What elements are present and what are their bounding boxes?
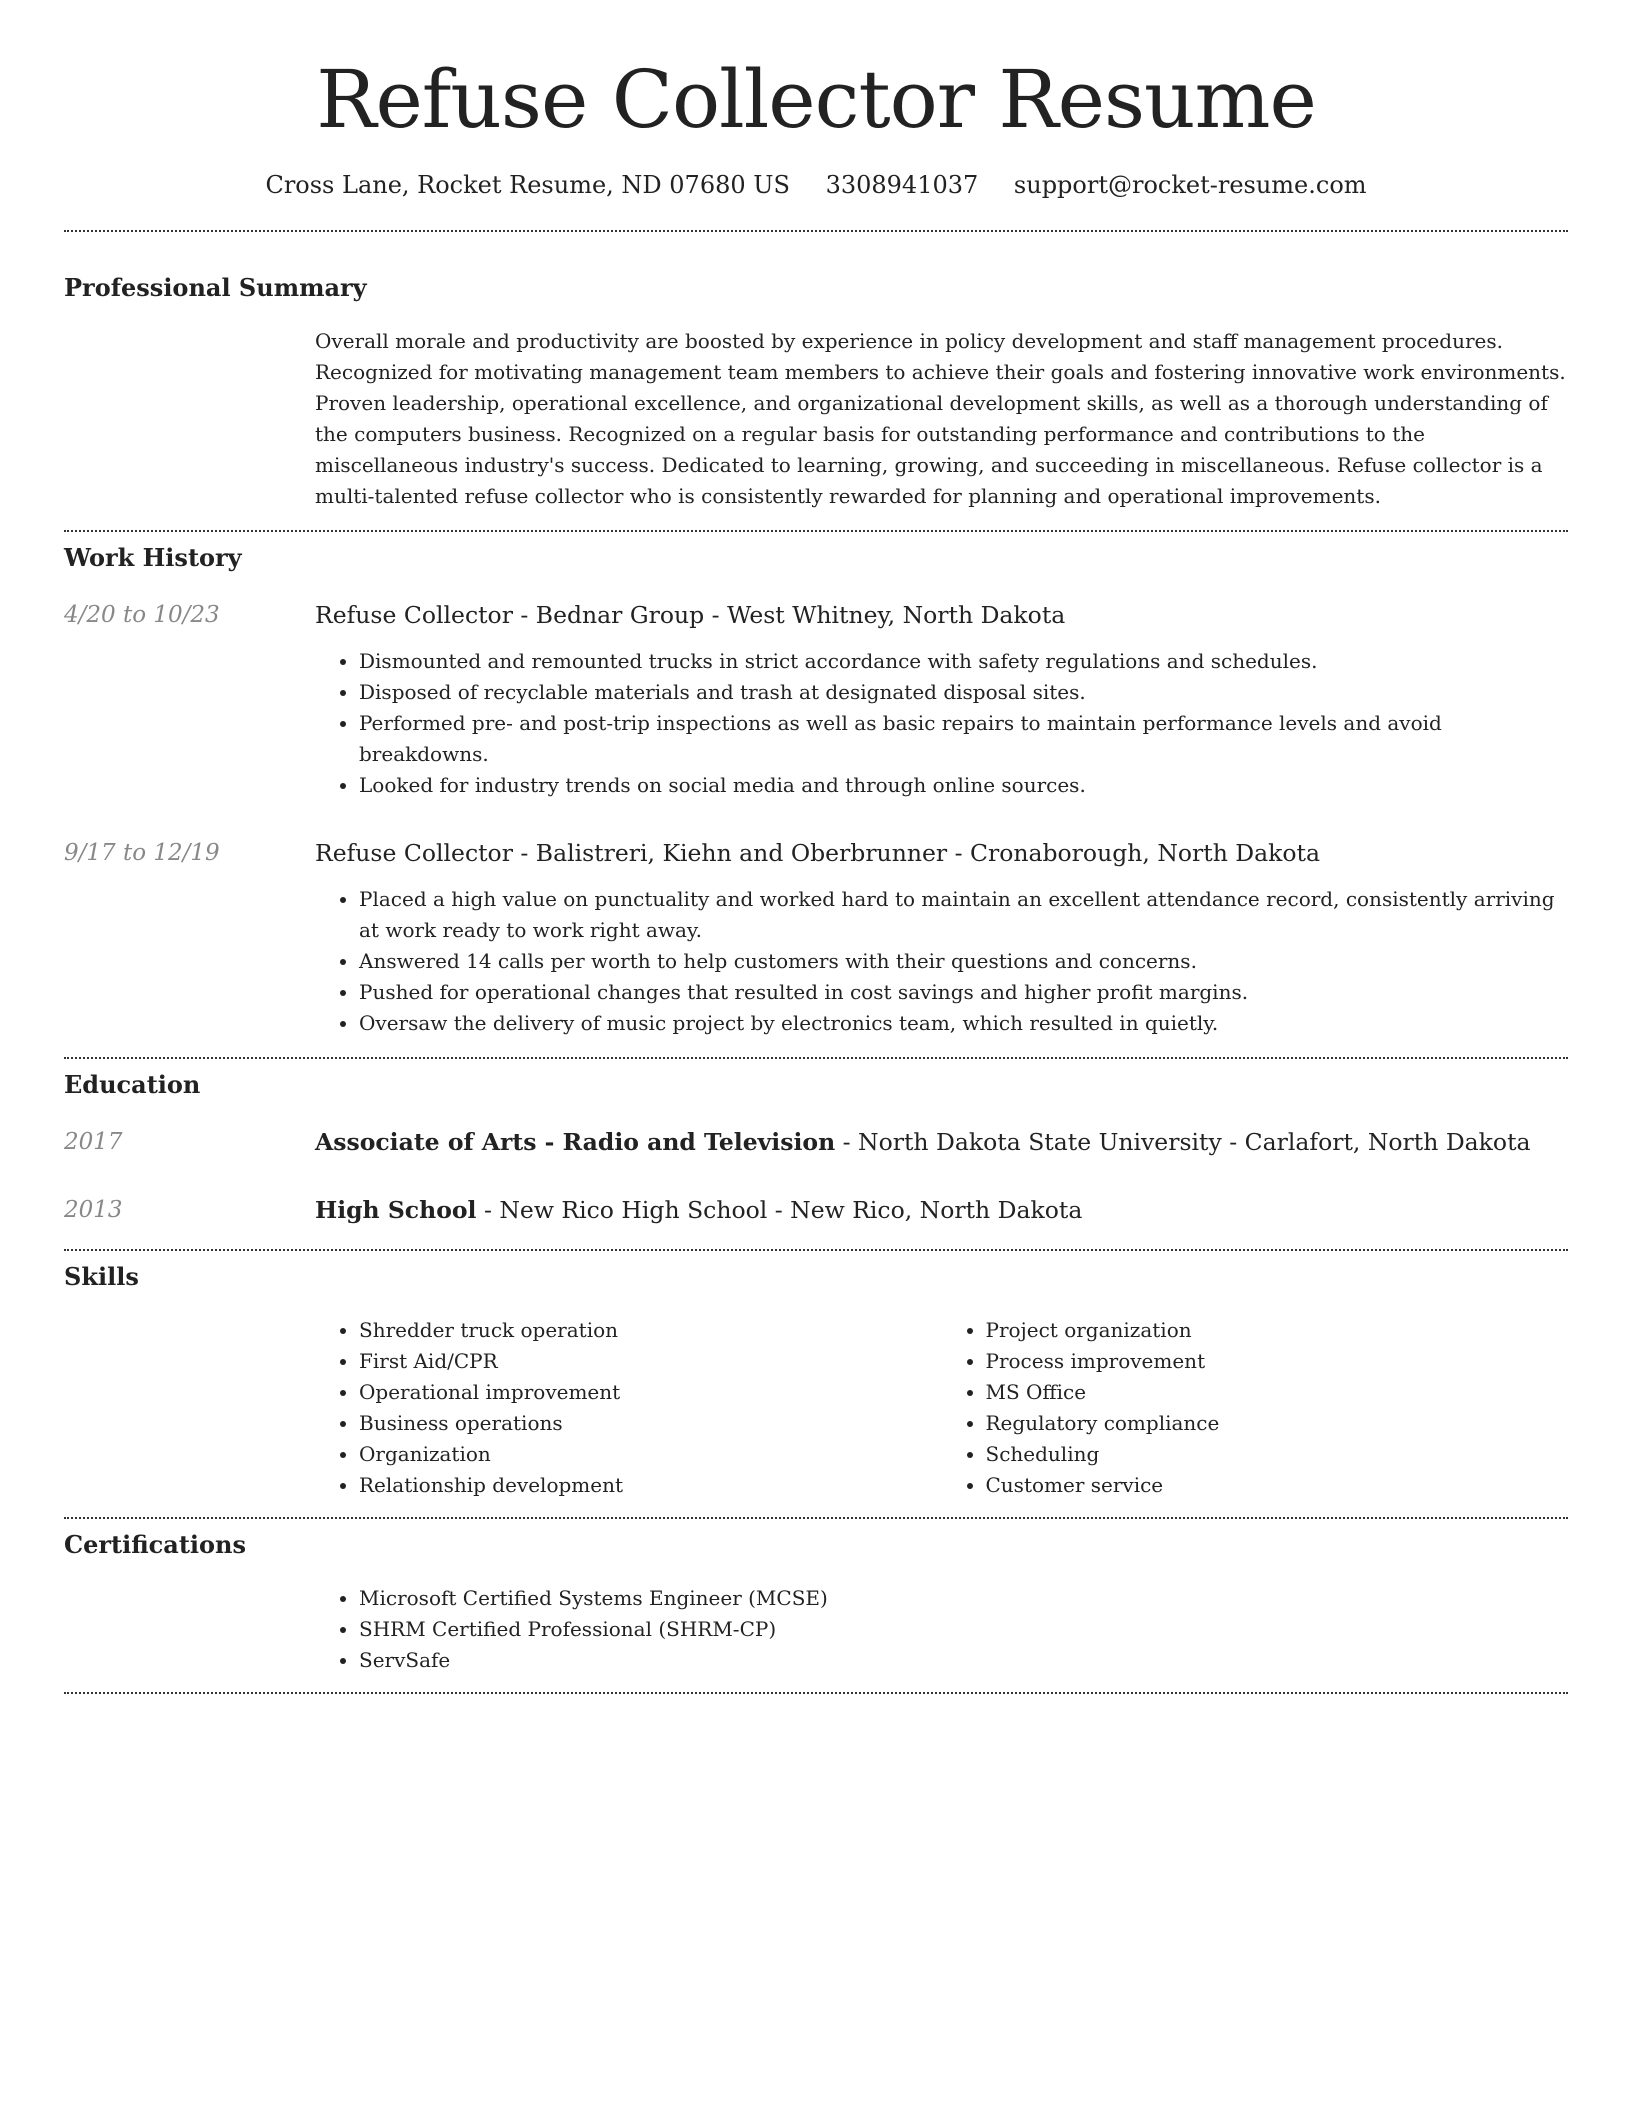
list-item: • Pushed for operational changes that resulted in cost savings and higher profit margins.	[359, 977, 1568, 1008]
job-bullets	[315, 646, 1568, 801]
list-item: • Answered 14 calls per worth to help customers with their questions and concerns.	[359, 946, 1568, 977]
section-skills	[64, 1251, 1568, 1501]
list-item: • Process improvement	[986, 1346, 1569, 1377]
certifications-list	[315, 1583, 1568, 1676]
education-entry	[64, 1125, 1568, 1159]
education-title	[315, 1125, 1568, 1159]
list-item: • Performed pre- and post-trip inspections as well as basic repairs to maintain performance levels and avoid breakdowns.	[359, 708, 1568, 770]
list-item: • Project organization	[986, 1315, 1569, 1346]
page-title: Refuse Collector Resume	[316, 53, 1316, 146]
section-education	[64, 1059, 1568, 1227]
list-item: • Regulatory compliance	[986, 1408, 1569, 1439]
list-item: • Business operations	[359, 1408, 942, 1439]
job-bullets	[315, 884, 1568, 1039]
summary-text: Overall morale and productivity are boosted by experience in policy development and staff management procedures. Recognized for motivating management team members to achieve their goals and fostering innovative work environments. Proven leadership, operational excellence, and organizational development skills, as well as a thorough understanding of the computers business. Recognized on a regular basis for outstanding performance and contributions to the miscellaneous industry's success. Dedicated to learning, growing, and succeeding in miscellaneous. Refuse collector is a multi-talented refuse collector who is consistently rewarded for planning and operational improvements.	[315, 329, 1566, 508]
divider	[64, 1692, 1568, 1694]
contact-line	[64, 168, 1568, 202]
contact-email: support@rocket-resume.com	[1013, 171, 1367, 199]
list-item: • Scheduling	[986, 1439, 1569, 1470]
list-item: • Looked for industry trends on social media and through online sources.	[359, 770, 1568, 801]
list-item: • Shredder truck operation	[359, 1315, 942, 1346]
job-entry	[64, 598, 1568, 801]
section-title-skills: Skills	[64, 1262, 139, 1291]
list-item: • Microsoft Certified Systems Engineer (MCSE)	[359, 1583, 1568, 1614]
education-year: 2017	[64, 1129, 123, 1155]
list-item: • Oversaw the delivery of music project by electronics team, which resulted in quietly.	[359, 1008, 1568, 1039]
resume-header	[64, 0, 1568, 202]
education-entry	[64, 1193, 1568, 1227]
certifications-list-wrap	[315, 1583, 1568, 1676]
list-item: • SHRM Certified Professional (SHRM-CP)	[359, 1614, 1568, 1645]
skills-column-2	[942, 1315, 1569, 1501]
section-summary	[64, 232, 1568, 512]
job-title: Refuse Collector - Bednar Group - West Whitney, North Dakota	[315, 601, 1066, 629]
list-item: • ServSafe	[359, 1645, 1568, 1676]
section-certifications	[64, 1519, 1568, 1676]
list-item: • MS Office	[986, 1377, 1569, 1408]
list-item: • Relationship development	[359, 1470, 942, 1501]
education-degree: Associate of Arts - Radio and Television	[315, 1128, 836, 1156]
job-dates: 4/20 to 10/23	[64, 602, 220, 628]
education-year: 2013	[64, 1197, 123, 1223]
job-dates: 9/17 to 12/19	[64, 840, 220, 866]
list-item: • Operational improvement	[359, 1377, 942, 1408]
education-degree: High School	[315, 1196, 477, 1224]
section-title-education: Education	[64, 1070, 201, 1099]
contact-address: Cross Lane, Rocket Resume, ND 07680 US	[265, 171, 790, 199]
job-entry	[64, 836, 1568, 1039]
list-item: • Customer service	[986, 1470, 1569, 1501]
list-item: • Dismounted and remounted trucks in strict accordance with safety regulations and schedules.	[359, 646, 1568, 677]
contact-phone: 3308941037	[825, 171, 979, 199]
skills-grid	[315, 1315, 1568, 1501]
education-title	[315, 1193, 1568, 1227]
skills-column-1	[315, 1315, 942, 1501]
list-item: • Disposed of recyclable materials and trash at designated disposal sites.	[359, 677, 1568, 708]
section-work-history	[64, 532, 1568, 1039]
job-title: Refuse Collector - Balistreri, Kiehn and Oberbrunner - Cronaborough, North Dakota	[315, 839, 1321, 867]
education-details: - North Dakota State University - Carlafort, North Dakota	[835, 1128, 1531, 1156]
section-title-summary: Professional Summary	[64, 273, 367, 302]
section-title-certifications: Certifications	[64, 1530, 247, 1559]
section-title-work: Work History	[64, 543, 242, 572]
list-item: • Organization	[359, 1439, 942, 1470]
list-item: • First Aid/CPR	[359, 1346, 942, 1377]
list-item: • Placed a high value on punctuality and worked hard to maintain an excellent attendance record, consistently arriving at work ready to work right away.	[359, 884, 1568, 946]
education-details: - New Rico High School - New Rico, North Dakota	[476, 1196, 1083, 1224]
resume-page	[64, 0, 1568, 1694]
